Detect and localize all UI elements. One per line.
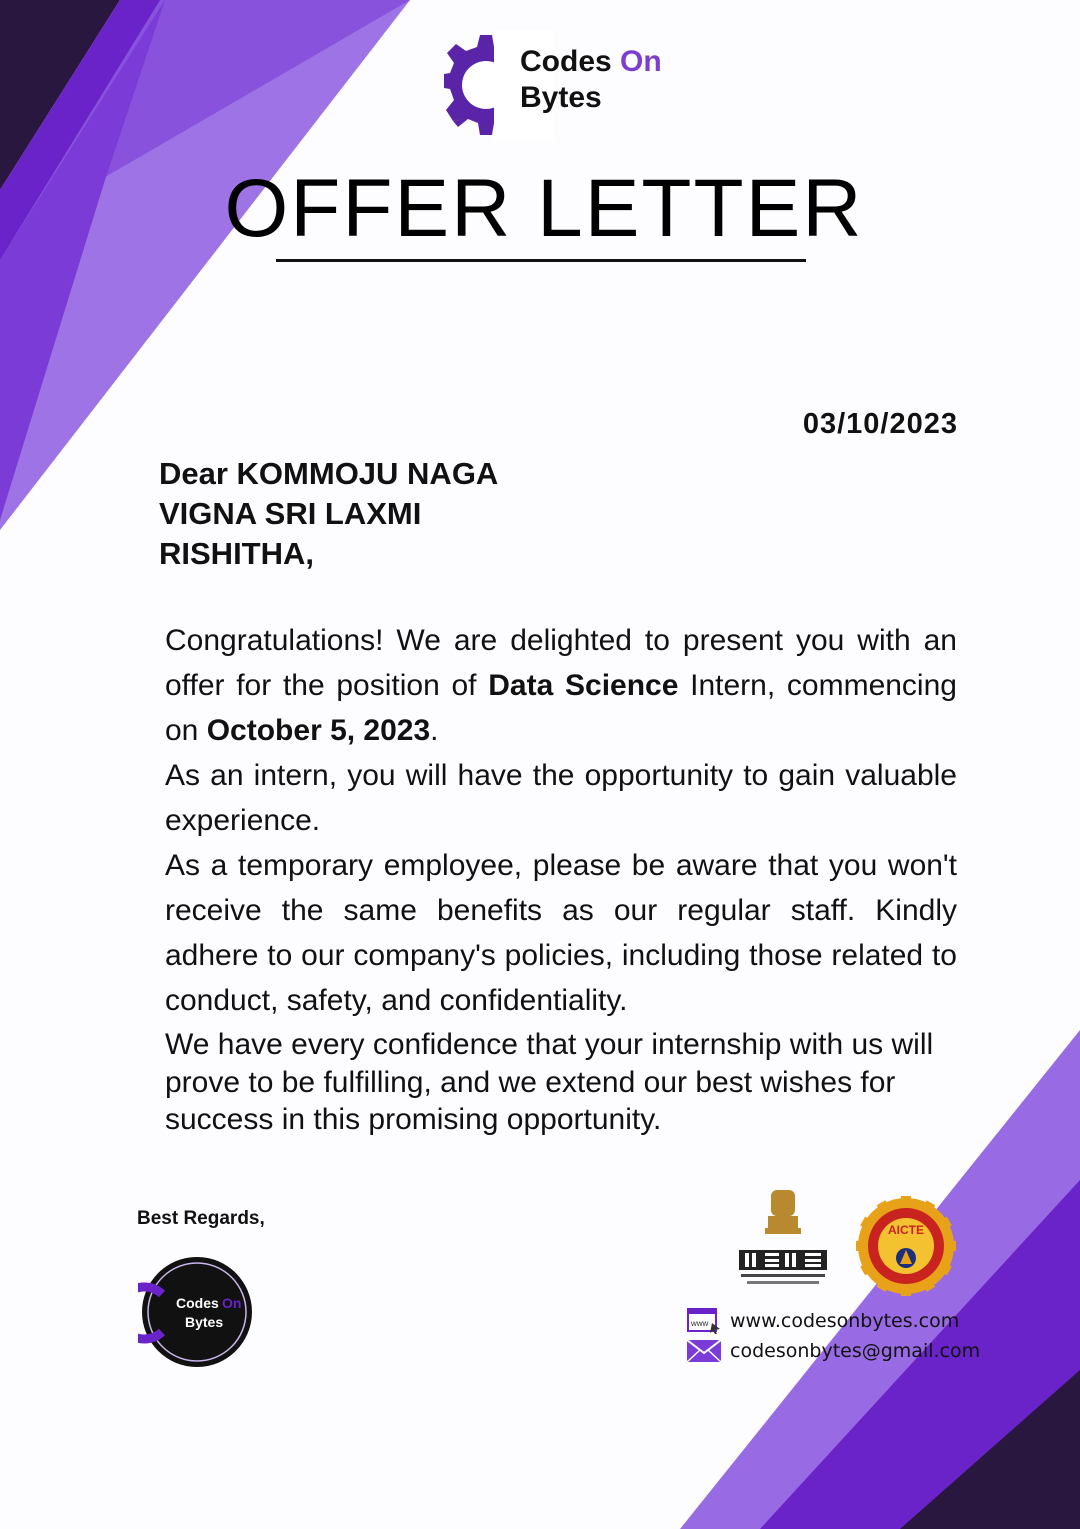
body-paragraph-3: As a temporary employee, please be aware that you won't receive the same benefits as our regular staff. Kindly adhere to our company's policies, including those related to conduct, safety, and confidentiality. xyxy=(165,849,957,1017)
email-icon xyxy=(686,1337,722,1365)
brand-name-bytes: Bytes xyxy=(520,81,602,114)
position-name: Data Science xyxy=(488,669,679,702)
start-date: October 5, 2023 xyxy=(206,714,431,747)
website-row xyxy=(686,1306,976,1336)
closing-regards: Best Regards, xyxy=(137,1208,265,1229)
website-icon xyxy=(686,1307,722,1335)
seal-text-on: On xyxy=(222,1295,242,1311)
company-seal xyxy=(138,1256,256,1368)
body-paragraph-4: We have every confidence that your internship with us will prove to be fulfilling, and we extend our best wishes for success in this promising opportunity. xyxy=(165,1028,934,1136)
page-title: OFFER LETTER xyxy=(224,163,864,254)
contact-info xyxy=(686,1306,981,1366)
letter-date: 03/10/2023 xyxy=(802,408,958,440)
body-paragraph-1 xyxy=(165,618,957,753)
title-underline xyxy=(276,259,806,262)
aicte-label: AICTE xyxy=(888,1223,924,1237)
body-paragraph-2: As an intern, you will have the opportunity to gain valuable experience. xyxy=(165,759,957,837)
greeting-line-2: VIGNA SRI LAXMI xyxy=(159,496,422,531)
p1-text-c: . xyxy=(430,714,439,747)
p1-text-a: Congratulations! We are delighted to present you with an offer for the position of xyxy=(165,624,957,702)
brand-name-codes: Codes xyxy=(520,45,612,78)
brand-wordmark xyxy=(520,44,662,116)
msme-emblem-icon xyxy=(735,1186,831,1296)
website-icon-text: www xyxy=(691,1319,709,1328)
email-row xyxy=(686,1336,981,1366)
seal-text-bytes: Bytes xyxy=(185,1314,224,1330)
email-address[interactable]: codesonbytes@gmail.com xyxy=(730,1340,981,1362)
brand-name-on: On xyxy=(620,45,662,78)
p1-text-b: Intern, commencing on xyxy=(165,669,957,747)
letter-body xyxy=(165,618,957,1023)
greeting-line-3: RISHITHA, xyxy=(159,536,314,571)
recipient-greeting xyxy=(159,454,559,574)
website-url[interactable]: www.codesonbytes.com xyxy=(730,1310,960,1332)
aicte-gear-icon xyxy=(856,1196,956,1296)
seal-text-codes: Codes xyxy=(176,1295,219,1311)
greeting-line-1: Dear KOMMOJU NAGA xyxy=(159,456,499,491)
